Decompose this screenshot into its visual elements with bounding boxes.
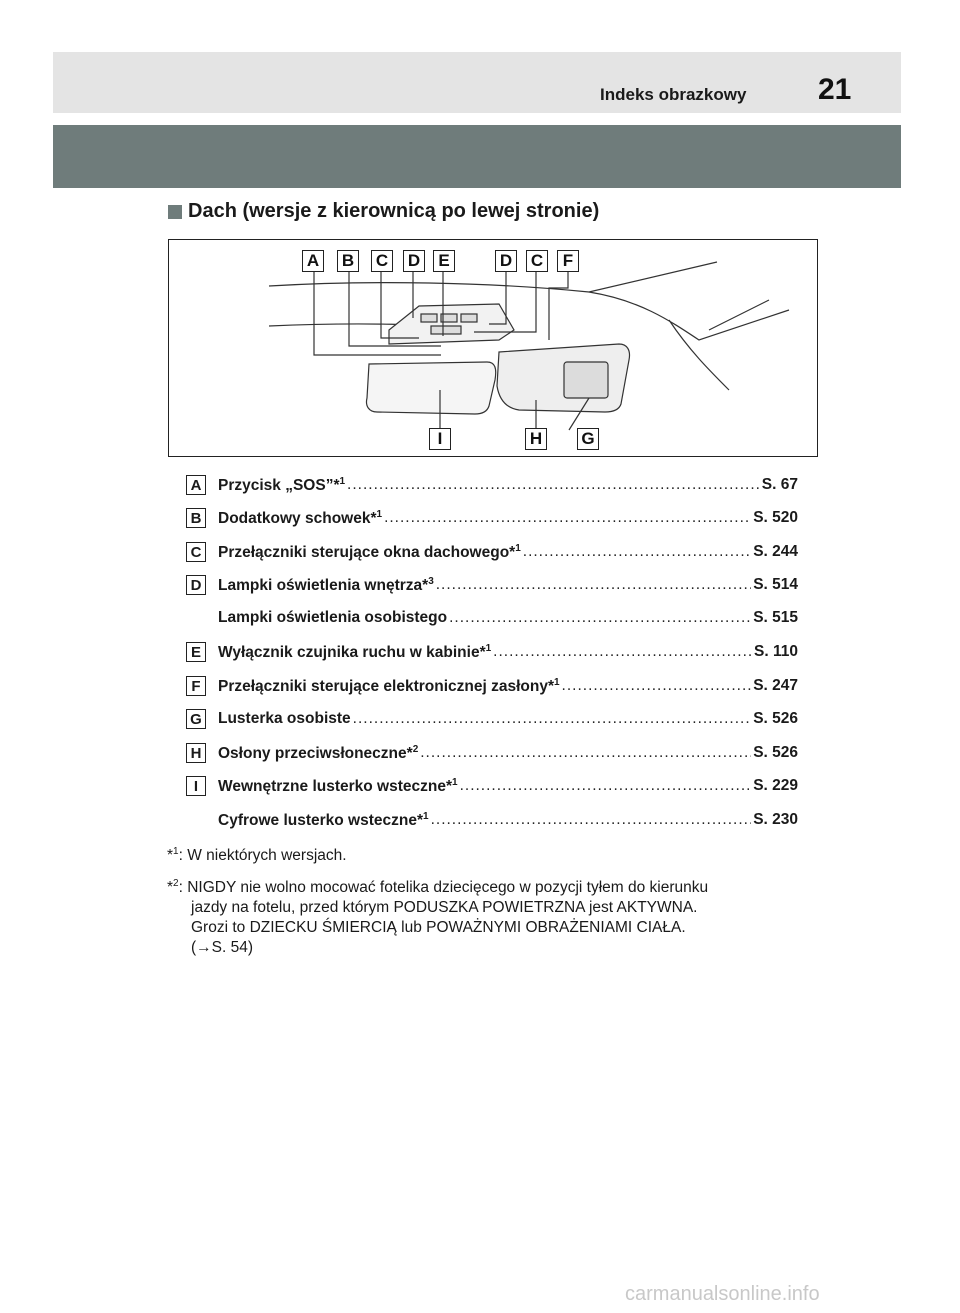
legend-label: Cyfrowe lusterko wsteczne*$^1$ bbox=[218, 810, 429, 829]
section-heading bbox=[168, 200, 599, 223]
callout-c: C bbox=[371, 250, 393, 272]
legend-label: Osłony przeciwsłoneczne*$^2$ bbox=[218, 743, 419, 762]
leader-dots bbox=[353, 710, 752, 728]
page-reference[interactable]: S. 526 bbox=[753, 710, 798, 727]
leader-dots bbox=[420, 744, 751, 762]
square-bullet-icon bbox=[168, 205, 182, 219]
callout-i: I bbox=[429, 428, 451, 450]
page-reference[interactable]: S. 110 bbox=[754, 643, 798, 660]
callout-c-2: C bbox=[526, 250, 548, 272]
legend-letter: I bbox=[186, 776, 206, 796]
page-reference[interactable]: S. 515 bbox=[753, 609, 798, 626]
legend-row-a bbox=[186, 474, 798, 496]
callout-d: D bbox=[403, 250, 425, 272]
footnote-1: *$^1$: W niektórych wersjach. bbox=[167, 846, 347, 864]
legend-row-i bbox=[186, 775, 798, 797]
legend-label: Przełączniki sterujące okna dachowego*$^1$ bbox=[218, 542, 521, 561]
legend-letter: C bbox=[186, 542, 206, 562]
legend-row-d bbox=[186, 574, 798, 596]
legend-label: Przełączniki sterujące elektronicznej zasłony*$^1$ bbox=[218, 676, 560, 695]
legend-label: Wewnętrzne lusterko wsteczne*$^1$ bbox=[218, 776, 458, 795]
page-reference[interactable]: S. 526 bbox=[753, 744, 798, 761]
legend-letter-spacer bbox=[186, 608, 206, 628]
legend-label: Dodatkowy schowek*$^1$ bbox=[218, 508, 383, 527]
page-reference[interactable]: S. 514 bbox=[753, 576, 798, 593]
leader-dots bbox=[562, 677, 752, 695]
legend-row-g bbox=[186, 708, 798, 730]
roof-illustration bbox=[168, 239, 818, 457]
callout-a: A bbox=[302, 250, 324, 272]
section-heading-text: Dach (wersje z kierownicą po lewej stronie) bbox=[188, 200, 600, 222]
legend-row-h bbox=[186, 742, 798, 764]
legend-letter: F bbox=[186, 676, 206, 696]
legend-letter: E bbox=[186, 642, 206, 662]
page-reference-link[interactable]: (→S. 54) bbox=[191, 939, 254, 956]
leader-dots bbox=[493, 643, 752, 661]
page-number: 21 bbox=[818, 73, 852, 106]
leader-dots bbox=[449, 609, 751, 627]
page-reference[interactable]: S. 520 bbox=[753, 509, 798, 526]
footnote-2: *$^2$: NIGDY nie wolno mocować fotelika dziecięcego w pozycji tyłem do kierunku jazdy na fotelu, przed którym PODUSZKA POWIETRZNA jest AKTYWNA. Grozi to DZIECKU ŚMIERCIĄ lub POWAŻNYMI OBRAŻENIAMI CIAŁA. (→S. 54) bbox=[167, 874, 807, 958]
callout-g: G bbox=[577, 428, 599, 450]
legend-letter-spacer bbox=[186, 810, 206, 830]
legend-label: Przycisk „SOS”*$^1$ bbox=[218, 475, 346, 494]
legend-letter: B bbox=[186, 508, 206, 528]
roof-line-drawing bbox=[169, 240, 818, 457]
legend-row-b bbox=[186, 507, 798, 529]
legend-row-f bbox=[186, 675, 798, 697]
callout-b: B bbox=[337, 250, 359, 272]
section-bar bbox=[53, 125, 901, 188]
page-reference[interactable]: S. 67 bbox=[761, 476, 798, 493]
legend-label: Lusterka osobiste bbox=[218, 710, 351, 727]
callout-e: E bbox=[433, 250, 455, 272]
leader-dots bbox=[460, 777, 752, 795]
leader-dots bbox=[431, 811, 752, 829]
page-reference[interactable]: S. 230 bbox=[753, 811, 798, 828]
page-reference[interactable]: S. 247 bbox=[753, 677, 798, 694]
legend-row-c bbox=[186, 541, 798, 563]
legend-label: Lampki oświetlenia osobistego bbox=[218, 609, 448, 626]
page-reference[interactable]: S. 244 bbox=[753, 543, 798, 560]
legend-letter: H bbox=[186, 743, 206, 763]
leader-dots bbox=[347, 476, 760, 494]
legend-row-e bbox=[186, 641, 798, 663]
header-title: Indeks obrazkowy bbox=[600, 85, 747, 104]
watermark: carmanualsonline.info bbox=[625, 1283, 820, 1305]
legend-letter: G bbox=[186, 709, 206, 729]
page-reference[interactable]: S. 229 bbox=[753, 777, 798, 794]
callout-d-2: D bbox=[495, 250, 517, 272]
legend-row-i-2 bbox=[186, 809, 798, 831]
leader-dots bbox=[523, 543, 751, 561]
legend-letter: A bbox=[186, 475, 206, 495]
callout-f: F bbox=[557, 250, 579, 272]
legend-letter: D bbox=[186, 575, 206, 595]
leader-dots bbox=[436, 576, 751, 594]
leader-dots bbox=[384, 509, 751, 527]
callout-h: H bbox=[525, 428, 547, 450]
legend-label: Lampki oświetlenia wnętrza*$^3$ bbox=[218, 575, 434, 594]
header-band bbox=[53, 52, 901, 113]
legend-label: Wyłącznik czujnika ruchu w kabinie*$^1$ bbox=[218, 642, 492, 661]
legend-row-d-2 bbox=[186, 607, 798, 629]
